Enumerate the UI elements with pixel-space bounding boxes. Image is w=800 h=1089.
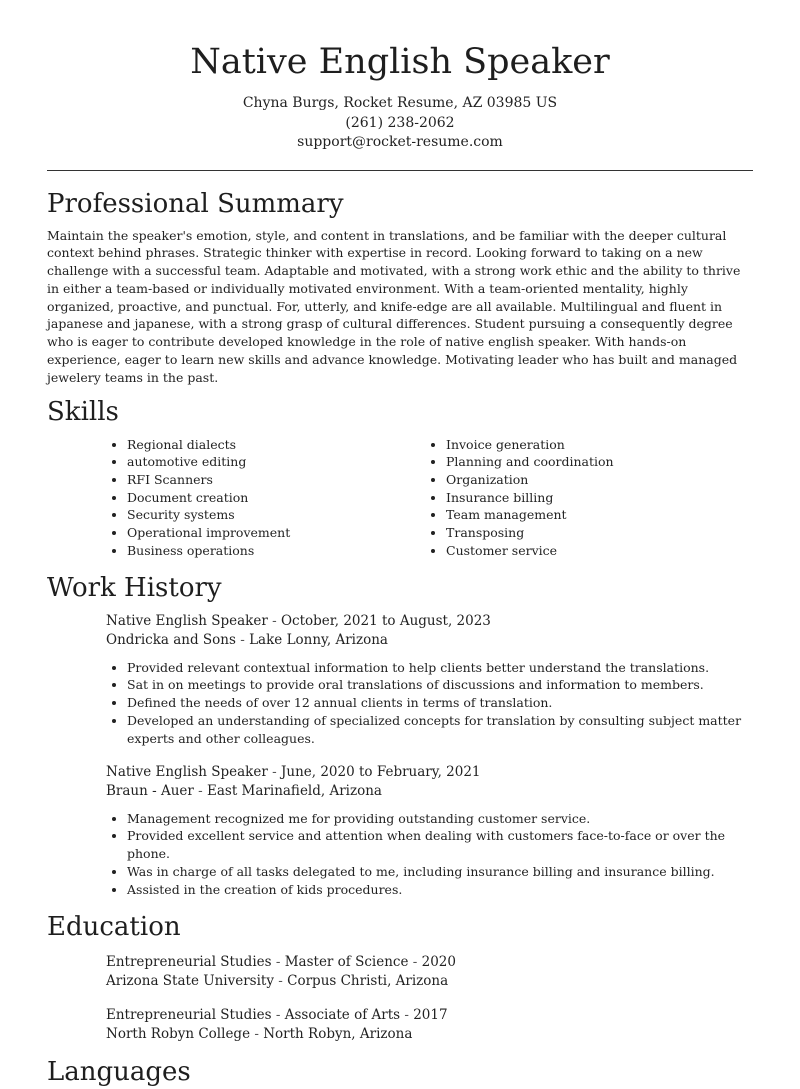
job-company: Braun - Auer — [106, 783, 194, 800]
job-company-line — [106, 782, 753, 802]
edu-year: 2017 — [413, 1006, 448, 1023]
education-title: Education — [47, 911, 181, 942]
edu-degree: Associate of Arts — [284, 1006, 401, 1023]
job-company-line — [106, 631, 753, 651]
summary-section — [47, 187, 753, 387]
skills-right-column — [425, 436, 614, 560]
separator: - — [272, 612, 277, 629]
separator: - — [278, 973, 283, 990]
skills-title: Skills — [47, 396, 119, 427]
edu-school: Arizona State University — [106, 973, 274, 990]
job-bullet: • Defined the needs of over 12 annual clients in terms of translation. — [127, 694, 753, 712]
skill-item: • Transposing — [446, 524, 614, 542]
edu-location: North Robyn, Arizona — [263, 1026, 413, 1043]
job-bullet: • Provided relevant contextual information to help clients better understand the translations. — [127, 659, 753, 677]
job-location: East Marinafield, Arizona — [207, 783, 382, 800]
address: Chyna Burgs, Rocket Resume, AZ 03985 US — [242, 95, 558, 111]
job-bullet: • Assisted in the creation of kids procedures. — [127, 881, 753, 899]
school-line — [106, 1025, 753, 1045]
education-entry — [106, 1006, 753, 1045]
edu-degree: Master of Science — [284, 953, 409, 970]
edu-location: Corpus Christi, Arizona — [287, 973, 449, 990]
skills-grid — [106, 436, 753, 560]
skill-item: • Insurance billing — [446, 489, 614, 507]
degree-line — [106, 953, 753, 973]
skills-left-column — [106, 436, 425, 560]
skills-section — [47, 395, 753, 560]
job-dates: June, 2020 to February, 2021 — [280, 763, 481, 780]
job-entry — [106, 612, 753, 748]
skill-item: • Customer service — [446, 542, 614, 560]
degree-line — [106, 1006, 753, 1026]
job-bullet: • Provided excellent service and attention when dealing with customers face-to-face or over the phone. — [127, 827, 753, 863]
work-history-section — [47, 571, 753, 899]
job-title-line — [106, 763, 753, 783]
skill-item: • Operational improvement — [127, 524, 425, 542]
languages-title: Languages — [47, 1056, 191, 1087]
summary-text: Maintain the speaker's emotion, style, and content in translations, and be familiar with the deeper cultural context behind phrases. Strategic thinker with expertise in record. Looking forward to taking on a new challenge with a successful team. Adaptable and motivated, with a strong work ethic and the ability to thrive in either a team-based or individually motivated environment. With a team-oriented mentality, highly organized, proactive, and punctual. For, utterly, and knife-edge are all available. Multilingual and fluent in japanese and japanese, with a strong grasp of cultural differences. Student pursuing a consequently degree who is eager to contribute developed knowledge in the role of native english speaker. With hands-on experience, eager to learn new skills and advance knowledge. Motivating leader who has built and managed jewelery teams in the past. — [47, 227, 741, 385]
school-line — [106, 972, 753, 992]
job-dates: October, 2021 to August, 2023 — [280, 612, 491, 629]
skill-item: • Business operations — [127, 542, 425, 560]
email: support@rocket-resume.com — [297, 134, 503, 150]
separator: - — [254, 1026, 259, 1043]
job-bullet: • Sat in on meetings to provide oral translations of discussions and information to members. — [127, 676, 753, 694]
job-role: Native English Speaker — [106, 612, 268, 629]
job-title-line — [106, 612, 753, 632]
languages-section — [47, 1055, 753, 1089]
separator: - — [272, 763, 277, 780]
separator: - — [240, 632, 245, 649]
skill-item: • Invoice generation — [446, 436, 614, 454]
separator: - — [275, 1006, 281, 1023]
job-company: Ondricka and Sons — [106, 632, 236, 649]
job-entry — [106, 763, 753, 899]
education-entry — [106, 953, 753, 992]
skill-item: • Planning and coordination — [446, 453, 614, 471]
skill-item: • Document creation — [127, 489, 425, 507]
skill-item: • automotive editing — [127, 453, 425, 471]
job-bullet: • Developed an understanding of specialized concepts for translation by consulting subject matter experts and other colleagues. — [127, 712, 753, 748]
edu-year: 2020 — [421, 953, 456, 970]
edu-school: North Robyn College — [106, 1026, 251, 1043]
separator: - — [275, 953, 281, 970]
job-bullet: • Was in charge of all tasks delegated to me, including insurance billing and insurance billing. — [127, 863, 753, 881]
skill-item: • Security systems — [127, 506, 425, 524]
header-divider — [47, 170, 753, 171]
job-role: Native English Speaker — [106, 763, 268, 780]
skill-item: • Team management — [446, 506, 614, 524]
resume-header — [0, 0, 800, 153]
work-history-title: Work History — [47, 572, 222, 603]
separator: - — [198, 783, 203, 800]
edu-field: Entrepreneurial Studies — [106, 1006, 272, 1023]
skill-item: • Regional dialects — [127, 436, 425, 454]
separator: - — [412, 953, 418, 970]
summary-title: Professional Summary — [47, 188, 344, 219]
job-bullets — [106, 659, 753, 748]
education-section — [47, 910, 753, 1045]
job-bullet: • Management recognized me for providing outstanding customer service. — [127, 810, 753, 828]
job-bullets — [106, 810, 753, 899]
skill-item: • RFI Scanners — [127, 471, 425, 489]
job-location: Lake Lonny, Arizona — [249, 632, 388, 649]
skill-item: • Organization — [446, 471, 614, 489]
contact-block — [0, 94, 800, 153]
edu-field: Entrepreneurial Studies — [106, 953, 272, 970]
candidate-name: Native English Speaker — [190, 42, 610, 82]
phone: (261) 238-2062 — [345, 114, 455, 131]
separator: - — [404, 1006, 409, 1023]
